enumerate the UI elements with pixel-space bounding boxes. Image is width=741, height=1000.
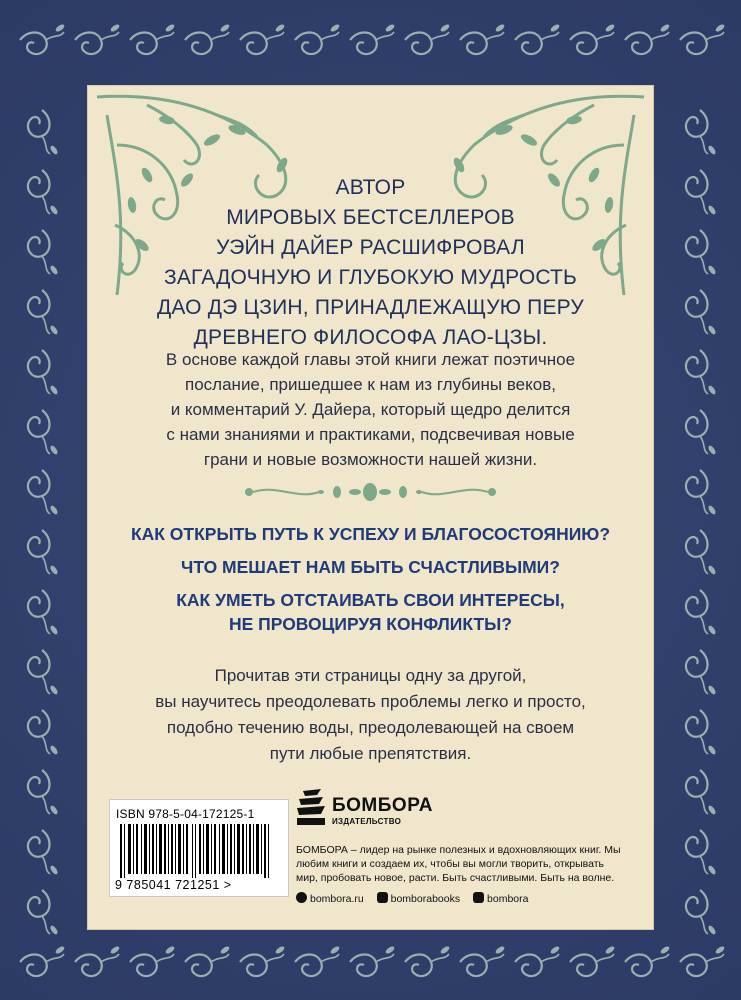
description-line: грани и новые возможности нашей жизни. [203, 450, 538, 469]
barcode-number: 9 785041 721251 > [115, 878, 232, 892]
closing-paragraph [87, 663, 654, 767]
vk-link[interactable] [377, 893, 460, 905]
site-label: bombora.ru [310, 893, 364, 905]
globe-icon [296, 892, 307, 903]
question-3 [87, 588, 654, 636]
publisher-description: БОМБОРА – лидер на рынке полезных и вдохновляющих книг. Мы любим книги и создаем их, чтобы вы могли творить, открывать мир, пробовать новое, расти. Быть счастливыми. Быть на волне. [296, 844, 621, 884]
vk-label: bomborabooks [390, 893, 461, 905]
author-line: АВТОР [335, 176, 406, 199]
divider-ornament [237, 480, 504, 504]
telegram-label: bombora [487, 893, 529, 905]
telegram-icon [473, 892, 484, 903]
description-paragraph [87, 347, 654, 472]
closing-line: вы научитесь преодолевать проблемы легко и просто, [155, 692, 586, 711]
barcode-graphic [120, 824, 280, 878]
question-1: КАК ОТКРЫТЬ ПУТЬ К УСПЕХУ И БЛАГОСОСТОЯНИЮ? [130, 524, 611, 544]
author-line: ДАО ДЭ ЦЗИН, ПРИНАДЛЕЖАЩУЮ ПЕРУ [157, 296, 584, 319]
description-line: с нами знаниями и практиками, подсвечивая новые [166, 425, 575, 444]
bombora-logo-icon [295, 787, 329, 827]
social-links [296, 892, 538, 905]
question-2: ЧТО МЕШАЕТ НАМ БЫТЬ СЧАСТЛИВЫМИ? [181, 557, 560, 577]
author-line: ЗАГАДОЧНУЮ И ГЛУБОКУЮ МУДРОСТЬ [163, 266, 578, 289]
site-link[interactable] [296, 893, 364, 905]
description-line: В основе каждой главы этой книги лежат поэтичное [165, 350, 576, 369]
cream-panel [87, 85, 654, 930]
author-line: УЭЙН ДАЙЕР РАСШИФРОВАЛ [216, 236, 525, 259]
telegram-link[interactable] [473, 893, 528, 905]
closing-line: подобно течению воды, преодолевающей на своем [166, 718, 575, 737]
isbn-barcode-box [109, 799, 289, 897]
question-3-line: НЕ ПРОВОЦИРУЯ КОНФЛИКТЫ? [229, 614, 512, 634]
isbn-label: ISBN 978-5-04-172125-1 [116, 807, 255, 821]
author-line: ДРЕВНЕГО ФИЛОСОФА ЛАО-ЦЗЫ. [193, 326, 548, 349]
closing-line: Прочитав эти страницы одну за другой, [214, 666, 527, 685]
author-line: МИРОВЫХ БЕСТСЕЛЛЕРОВ [226, 206, 515, 229]
vk-icon [377, 892, 388, 903]
publisher-subtitle: ИЗДАТЕЛЬСТВО [332, 817, 402, 826]
closing-line: пути любые препятствия. [269, 744, 472, 763]
description-line: послание, пришедшее к нам из глубины веков, [185, 375, 556, 394]
description-line: и комментарий У. Дайера, который щедро делится [170, 400, 571, 419]
question-3-line: КАК УМЕТЬ ОТСТАИВАТЬ СВОИ ИНТЕРЕСЫ, [176, 590, 565, 610]
publisher-name: БОМБОРА [332, 795, 433, 816]
author-blurb [87, 173, 654, 353]
